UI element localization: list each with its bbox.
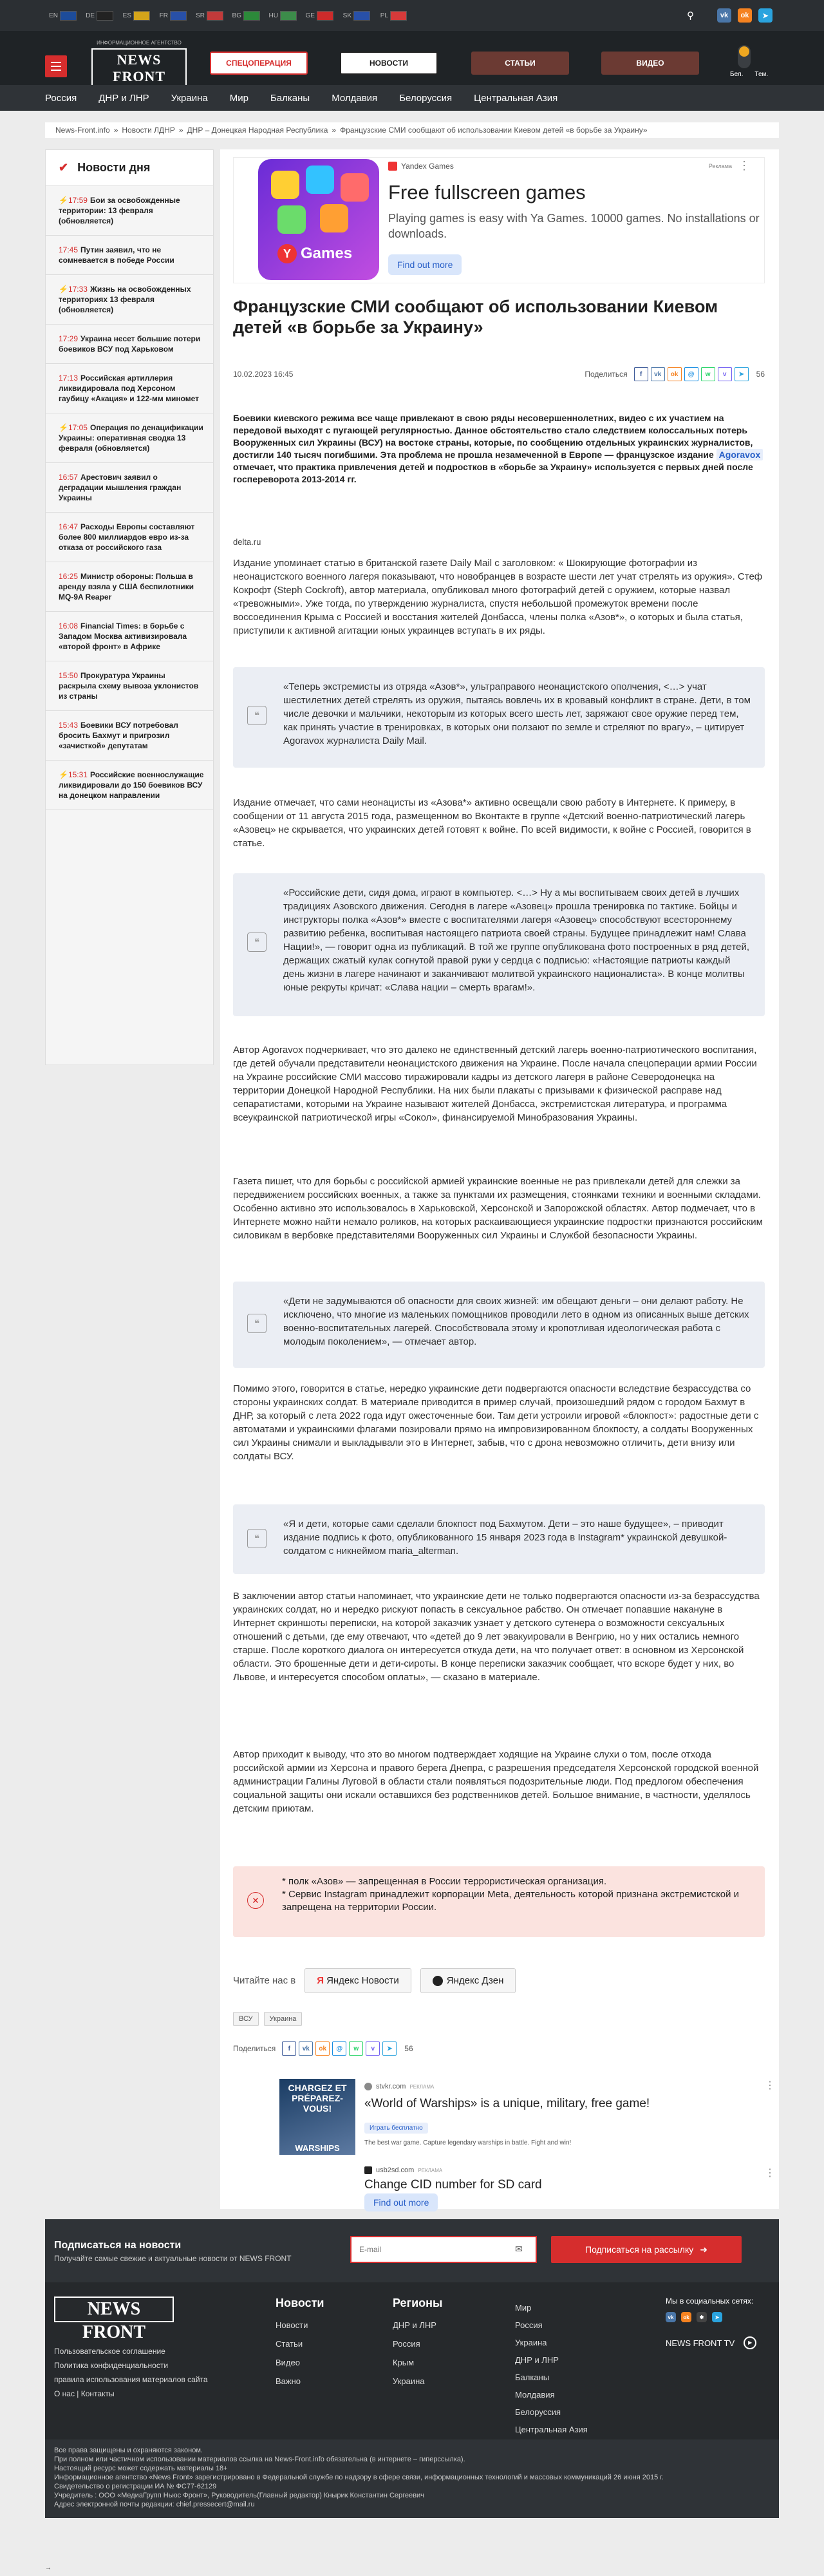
- breadcrumb: [45, 122, 779, 138]
- ad-source: [388, 162, 454, 171]
- sidebar-news-item[interactable]: [46, 236, 213, 275]
- language-fr[interactable]: [155, 11, 187, 21]
- tags: [233, 2012, 765, 2026]
- quote-icon: ❝: [247, 706, 267, 725]
- warning-icon: ✕: [247, 1892, 264, 1909]
- share-count: 56: [756, 370, 765, 379]
- read-us-label: Читайте нас в: [233, 1975, 296, 1986]
- theme-labels: [730, 71, 768, 78]
- ad-tile: [271, 171, 299, 199]
- ad-sd-card[interactable]: [279, 2166, 775, 2205]
- yandex-y-icon: Я: [317, 1975, 324, 1986]
- ad-tile: [306, 166, 334, 194]
- flag-icon: [353, 11, 370, 21]
- footer: [45, 2282, 779, 2439]
- sidebar-news-item[interactable]: [46, 761, 213, 810]
- footer-regions-col: [393, 2297, 442, 2395]
- news-time: 17:29: [59, 334, 79, 343]
- news-time: 16:57: [59, 473, 79, 482]
- language-pl[interactable]: [375, 11, 407, 21]
- ad-menu-icon[interactable]: ⋮: [765, 2080, 775, 2091]
- whatsapp-icon[interactable]: w: [349, 2041, 363, 2056]
- telegram-icon[interactable]: ➤: [382, 2041, 397, 2056]
- footer-link[interactable]: Пользовательское соглашение: [54, 2347, 165, 2356]
- ad-find-out-more-button[interactable]: Find out more: [388, 254, 462, 275]
- vk-icon[interactable]: vk: [651, 367, 665, 381]
- nav-item[interactable]: Центральная Азия: [474, 92, 558, 104]
- footer-more-link[interactable]: ДНР и ЛНР: [515, 2355, 559, 2365]
- article-meta: [233, 367, 765, 381]
- ad-menu-icon[interactable]: ⋮: [738, 159, 750, 172]
- news-time: 17:45: [59, 245, 79, 254]
- paragraph: Издание отмечает, что сами неонацисты из «Азова*» активно освещали свою работу в Интернете. К примеру, в сообщении от 11 августа 2015 года, размещенном во Вконтакте в группе «Детский военно-патриотический лагерь «Азовец» не скрывается, что украинских детей готовят к войне. По всей видимости, к войне с Россией, говорится в статье.: [233, 797, 751, 849]
- footer-news-link[interactable]: Статьи: [276, 2339, 303, 2349]
- language-en[interactable]: [45, 11, 77, 21]
- article-title: Французские СМИ сообщают об использовании Киевом детей «в борьбе за Украину»: [233, 297, 718, 337]
- legal-line: Адрес электронной почты редакции: chief.pressecert@mail.ru: [54, 2501, 255, 2508]
- sidebar-news-item[interactable]: [46, 612, 213, 661]
- language-list: [45, 11, 412, 21]
- vk-icon[interactable]: vk: [666, 2312, 676, 2322]
- flag-icon: [133, 11, 150, 21]
- tag[interactable]: Украина: [264, 2012, 303, 2026]
- legal-line: Учредитель : ООО «МедиаГрупп Ньюс Фронт», Руководитель(Главный редактор) Кнырик Константин Сергеевич: [54, 2492, 424, 2499]
- nav-item[interactable]: Белоруссия: [399, 92, 453, 104]
- mail-icon[interactable]: @: [684, 367, 698, 381]
- quote-block: [233, 1504, 765, 1574]
- quote-icon: ❝: [247, 1529, 267, 1548]
- special-operation-button[interactable]: СПЕЦОПЕРАЦИЯ: [210, 52, 308, 75]
- news-time: 17:05: [68, 423, 88, 432]
- sidebar-news-item[interactable]: [46, 413, 213, 463]
- subscribe-title: Подписаться на новости: [54, 2240, 182, 2251]
- social-title: Мы в социальных сетях:: [666, 2297, 754, 2306]
- image-source: delta.ru: [233, 537, 261, 547]
- ad-source: [364, 2083, 434, 2090]
- ad-badge[interactable]: Играть бесплатно: [364, 2123, 428, 2134]
- language-code: GE: [305, 12, 315, 19]
- zen-icon: [433, 1976, 443, 1986]
- footer-more-link[interactable]: Молдавия: [515, 2390, 555, 2400]
- sidebar-news-item[interactable]: [46, 463, 213, 513]
- footer-news-link[interactable]: Видео: [276, 2358, 300, 2367]
- footer-news-title: Новости: [276, 2297, 324, 2309]
- footer-regions-title: Регионы: [393, 2297, 443, 2309]
- footer-legal-links: [54, 2347, 208, 2403]
- vk-icon[interactable]: vk: [299, 2041, 313, 2056]
- sidebar-news-item[interactable]: [46, 562, 213, 612]
- yandex-zen-button[interactable]: [420, 1968, 516, 1993]
- ad-yandex-games[interactable]: [233, 157, 765, 283]
- footer-news-link[interactable]: Важно: [276, 2376, 301, 2386]
- facebook-icon[interactable]: f: [634, 367, 648, 381]
- paragraph: Автор Agoravox подчеркивает, что это далеко не единственный детский лагерь военно-патриотического воспитания, где детей обучали представители неонацистского движения на Украине. После начала спецоперации армии России на Украине российские СМИ массово тиражировали кадры из детского лагеря в районе Северодонецка на территории Донецкой Народной Республики. На них были плакаты с призывами к физической расправе над сепаратистами, которыми на Украине называют жителей Донбасса, экстремистская литература, и программа всеукраинской патриотической игры «Сокол», финансируемой Минобразования Украины.: [233, 1045, 757, 1123]
- news-button[interactable]: НОВОСТИ: [340, 52, 438, 75]
- ad-image: [279, 2079, 355, 2155]
- lightning-icon: ⚡: [59, 285, 68, 294]
- news-headline: Операция по денацификации Украины: оперативная сводка 13 февраля (обновляется): [59, 423, 203, 453]
- language-code: EN: [49, 12, 58, 19]
- footer-logo-text: NEWS FRONT: [82, 2299, 145, 2342]
- footer-link[interactable]: Политика конфиденциальности: [54, 2361, 169, 2370]
- news-time: 17:13: [59, 374, 79, 383]
- share-count: 56: [404, 2044, 413, 2053]
- news-headline: Financial Times: в борьбе с Западом Москва активизировала «второй фронт» в Африке: [59, 621, 187, 651]
- menu-icon-bar: [51, 66, 61, 67]
- ad-source-label: stvkr.com: [376, 2083, 406, 2090]
- flag-icon: [280, 11, 297, 21]
- language-code: SR: [196, 12, 205, 19]
- read-us-row: [233, 1968, 516, 1993]
- news-time: 15:50: [59, 671, 79, 680]
- ad-kind: РЕКЛАМА: [418, 2167, 443, 2174]
- ok-icon[interactable]: ok: [681, 2312, 691, 2322]
- lead-text: Боевики киевского режима все чаще привлекают в свою ряды несовершеннолетних, видео с их участием на передовой выходят с пугающей регулярностью. Данное обстоятельство стало следствием колоссальных потерь Вооруженных сил Украины (ВСУ) на востоке страны, которые, по сообщению отдельных украинских журналистов, достигли 140 тысяч погибшими. Эта проблема не прошла незамеченной в Европе — французское издание: [233, 413, 753, 460]
- share-label: Поделиться: [585, 370, 628, 379]
- ad-image: [258, 159, 379, 280]
- language-code: ES: [122, 12, 131, 19]
- nav-item[interactable]: Украина: [171, 92, 208, 104]
- footer-more-link[interactable]: Россия: [515, 2320, 543, 2330]
- share-bar: [233, 2041, 413, 2056]
- ad-title[interactable]: Free fullscreen games: [388, 181, 586, 204]
- news-front-tv-label: NEWS FRONT TV: [666, 2338, 735, 2348]
- ad-source-label: Yandex Games: [401, 162, 454, 171]
- news-headline: Российская артиллерия ликвидировала под Херсоном гаубицу «Акация» и 122-мм миномет: [59, 374, 200, 403]
- quote-text: «Теперь экстремисты из отряда «Азов*», ультраправого неонацистского ополчения, <…> учат шестилетних детей стрелять из оружия, пытаясь вовлечь их в кровавый конфликт в стране. Дети, в том числе девочки и мальчики, некоторым из которых всего шесть лет, заряжают свое оружие перед тем, как принять участие в тренировках, в которых они ползают по земле и стреляют по врагу», – цитирует Agoravox журналиста Daily Mail.: [283, 681, 751, 746]
- footer-link[interactable]: правила использования материалов сайта: [54, 2375, 208, 2384]
- nav-item[interactable]: Мир: [229, 92, 248, 104]
- language-code: FR: [159, 12, 168, 19]
- paragraph: Автор приходит к выводу, что это во многом подтверждает ходящие на Украине слухи о том, после отхода российской армии из Херсона и правого берега Днепра, с разрешения председателя Херсонской городской военной администрации Галины Луговой в области стали появляться подозрительные люди. Под предлогом обеспечения социальной защиты они искали оставшихся без родственников детей. Большое внимание, в частности, уделялось детским приютам.: [233, 1749, 759, 1814]
- language-ge[interactable]: [302, 11, 333, 21]
- menu-icon-bar: [51, 62, 61, 63]
- ad-find-out-more-button[interactable]: Find out more: [364, 2193, 438, 2211]
- news-headline: Арестович заявил о деградации мышления граждан Украины: [59, 473, 182, 502]
- arrow-right-icon: ➜: [700, 2244, 707, 2255]
- language-code: SK: [342, 12, 351, 19]
- paragraph: Помимо этого, говорится в статье, нередко украинские дети подвергаются опасности вследствие безрассудства со стороны украинских солдат. В материале приводится в пример случай, произошедший рядом с городом Бахмут в ДНР, за который с лета 2022 года идут ожесточенные бои. Там дети устроили игровой «блокпост»: радостные дети с автоматами и украинскими флагами позировали прямо на импровизированном блокпосту, а солдаты Вооруженных сил Украины снимали и выкладывали это в Интернет, забыв, что с дрона невозможно отличить, дети внизу или солдаты ВСУ.: [233, 1383, 759, 1462]
- viber-icon[interactable]: v: [718, 367, 732, 381]
- paragraph: Газета пишет, что для борьбы с российской армией украинские военные не раз привлекали детей для слежки за передвижением российских военных, а также за пунктами их размещения, стоянками техники и военными складами. Особенно активно это использовалось в Харьковской, Херсонской и Запорожской областях. Автор подмечает, что в Интернете можно найти немало роликов, на которых раскаивающиеся украинские подростки признаются российским силовикам в вербовке представителями Вооруженных сил Украины и Службой безопасности Украины.: [233, 1176, 763, 1241]
- agoravox-link[interactable]: Agoravox: [716, 449, 763, 460]
- email-input[interactable]: [350, 2236, 537, 2263]
- news-time: 16:47: [59, 522, 79, 531]
- viber-icon[interactable]: v: [366, 2041, 380, 2056]
- site-logo[interactable]: [91, 40, 187, 84]
- article-lead: [233, 412, 765, 486]
- menu-button[interactable]: [45, 55, 67, 77]
- quote-icon: ❝: [247, 933, 267, 952]
- news-time: 16:08: [59, 621, 79, 630]
- language-hu[interactable]: [265, 11, 297, 21]
- mail-icon[interactable]: @: [332, 2041, 346, 2056]
- language-de[interactable]: [82, 11, 113, 21]
- sidebar-list: [46, 186, 213, 810]
- lightning-icon: ⚡: [59, 770, 68, 779]
- flag-icon: [170, 11, 187, 21]
- flag-icon: [97, 11, 113, 21]
- lightning-icon: ⚡: [59, 423, 68, 432]
- quote-text: «Я и дети, которые сами сделали блокпост под Бахмутом. Дети – это наше будущее», – приводит издание подпись к фото, опубликованного 15 января 2023 года в Instagram* украинской девушкой-солдатом с никнеймом maria_alterman.: [283, 1519, 727, 1557]
- footer-link[interactable]: О нас | Контакты: [54, 2389, 115, 2398]
- news-headline: Жизнь на освобожденных территориях 13 февраля (обновляется): [59, 285, 191, 314]
- sidebar-news-item[interactable]: [46, 186, 213, 236]
- footer-more-link[interactable]: Мир: [515, 2303, 532, 2313]
- footer-logo[interactable]: [54, 2297, 174, 2342]
- news-time: 17:59: [68, 196, 88, 205]
- sidebar-news-item[interactable]: [46, 325, 213, 364]
- telegram-icon[interactable]: ➤: [735, 367, 749, 381]
- zen-icon[interactable]: ✽: [697, 2312, 707, 2322]
- ad-tile: [277, 205, 306, 234]
- legal-line: Все права защищены и охраняются законом.: [54, 2447, 203, 2454]
- quote-icon: ❝: [247, 1314, 267, 1333]
- share-row-bottom: [233, 2041, 426, 2056]
- menu-icon-bar: [51, 70, 61, 71]
- ad-kind: Реклама: [708, 163, 732, 169]
- breadcrumb-item[interactable]: Французские СМИ сообщают об использовании Киевом детей «в борьбе за Украину»: [340, 126, 648, 135]
- language-es[interactable]: [118, 11, 150, 21]
- ad-title[interactable]: «World of Warships» is a unique, military, free game!: [364, 2097, 650, 2110]
- breadcrumb-item[interactable]: ДНР – Донецкая Народная Республика: [187, 126, 328, 135]
- ad-source: [364, 2166, 442, 2174]
- facebook-icon[interactable]: f: [282, 2041, 296, 2056]
- ad-kind: РЕКЛАМА: [409, 2083, 435, 2090]
- flag-icon: [207, 11, 223, 21]
- news-headline: Российские военнослужащие ликвидировали до 150 боевиков ВСУ на донецком направлении: [59, 770, 204, 800]
- tag[interactable]: ВСУ: [233, 2012, 259, 2026]
- yandex-y-icon: Y: [277, 244, 297, 263]
- paragraph: В заключении автор статьи напоминает, что украинские дети не только подвергаются опасности из-за безрассудства украинских солдат, но и нередко рискуют попасть в сексуальное рабство. Он отмечает попавшие накануне в Интернет скриншоты переписки, на которой заказчик узнает у детского сутенера о возможности сексуальных отношений с детьми, где ему отвечают, что «детей до 9 лет эвакуировали в Венгрию, но у них остались немного старше. После короткого диалога он интересуется откуда дети, на что получает ответ: в основном из Херсонской области. Это брошенные дети и дети-сироты. В конце переписки заказчик сообщает, что вскоре будет у них, во Львове, и интересуется способом оплаты», — сказано в материале.: [233, 1591, 760, 1683]
- legal-line: При полном или частичном использовании материалов ссылка на News-Front.info обязательна (в интернете – гиперссылка).: [54, 2456, 465, 2463]
- social-icons: [666, 2312, 756, 2322]
- language-code: BG: [232, 12, 241, 19]
- logo-name: NEWS FRONT: [91, 48, 187, 88]
- language-code: HU: [268, 12, 278, 19]
- footer-region-link[interactable]: Украина: [393, 2376, 425, 2386]
- news-headline: Прокуратура Украины раскрыла схему вывоза уклонистов из страны: [59, 671, 199, 701]
- page-end-marker: →: [45, 2564, 52, 2571]
- language-code: PL: [380, 12, 388, 19]
- footer-news-list: [276, 2320, 324, 2386]
- theme-knob: [739, 46, 749, 57]
- telegram-icon[interactable]: ➤: [758, 8, 772, 23]
- subscribe-button-label: Подписаться на рассылку: [585, 2244, 694, 2255]
- breadcrumb-item[interactable]: Новости ЛДНР: [122, 126, 175, 135]
- news-headline: Расходы Европы составляют более 800 миллиардов евро из-за отказа от российского газа: [59, 522, 195, 552]
- news-headline: Министр обороны: Польша в аренду взяла у США беспилотники MQ-9A Reaper: [59, 572, 194, 601]
- sidebar-header: [46, 150, 213, 186]
- breadcrumb-separator: »: [178, 126, 183, 135]
- subscribe-section: [45, 2219, 779, 2282]
- theme-toggle[interactable]: [738, 45, 751, 68]
- yandex-news-label: Яндекс Новости: [326, 1975, 399, 1986]
- breadcrumb-item[interactable]: News-Front.info: [55, 126, 110, 135]
- legal-line: Информационное агентство «News Front» зарегистрировано в Федеральной службе по надзору в сфере связи, информационных технологий и массовых коммуникаций 26 июня 2015 г.: [54, 2474, 664, 2481]
- ok-icon[interactable]: ok: [668, 367, 682, 381]
- footer-region-link[interactable]: Крым: [393, 2358, 415, 2367]
- sidebar-news-item[interactable]: [46, 513, 213, 562]
- quote-text: «Дети не задумываются об опасности для своих жизней: им обещают деньги – они делают работу. Не исключено, что многие из маленьких помощников проводили лето в одном из описанных выше детских военно-воспитательных лагерей. Способствовала этому и кропотливая идеологическая работа с молодым поколением», — отмечает автор.: [283, 1296, 749, 1347]
- subscribe-text: Получайте самые свежие и актуальные новости от NEWS FRONT: [54, 2254, 292, 2263]
- whatsapp-icon[interactable]: w: [701, 367, 715, 381]
- vk-icon[interactable]: vk: [717, 8, 731, 23]
- footer-legal: [45, 2439, 779, 2518]
- flag-icon: [390, 11, 407, 21]
- theme-switch[interactable]: [730, 45, 751, 68]
- ad-tile: [320, 204, 348, 232]
- legal-notice: [233, 1866, 765, 1937]
- yandex-news-button[interactable]: [304, 1968, 411, 1993]
- news-of-day-sidebar: [45, 149, 214, 1065]
- sidebar-title: Новости дня: [77, 161, 151, 174]
- news-headline: Украина несет большие потери боевиков ВСУ под Харьковом: [59, 334, 201, 354]
- ad-subtext: The best war game. Capture legendary warships in battle. Fight and win!: [364, 2139, 572, 2146]
- lead-text-end: отмечает, что практика привлечения детей и подростков в «борьбе за Украину» используется с первых дней после госпереворота 2013-2014 гг.: [233, 462, 753, 484]
- footer-social: [666, 2297, 756, 2349]
- yandex-zen-label: Яндекс Дзен: [446, 1975, 504, 1986]
- news-headline: Бои за освобожденные территории: 13 февраля (обновляется): [59, 196, 180, 225]
- logo-tagline: ИНФОРМАЦИОННОЕ АГЕНТСТВО: [97, 40, 182, 46]
- sidebar-news-item[interactable]: [46, 275, 213, 325]
- ok-icon[interactable]: ok: [738, 8, 752, 23]
- play-icon: ▶: [744, 2336, 756, 2349]
- quote-block: [233, 873, 765, 1016]
- ad-tile: [341, 173, 369, 202]
- legal-line: Настоящий ресурс может содержать материалы 18+: [54, 2465, 228, 2472]
- footer-news-link[interactable]: Новости: [276, 2320, 308, 2330]
- footer-more-link[interactable]: Балканы: [515, 2372, 550, 2382]
- footer-regions-list: [393, 2320, 442, 2386]
- ad-menu-icon[interactable]: ⋮: [765, 2168, 775, 2179]
- footer-more-link[interactable]: Белоруссия: [515, 2407, 561, 2417]
- ad-source-icon: [364, 2083, 372, 2090]
- main-nav: [0, 85, 824, 111]
- sidebar-news-item[interactable]: [46, 661, 213, 711]
- top-right-icons: [687, 8, 772, 23]
- footer-more-link[interactable]: Центральная Азия: [515, 2425, 588, 2434]
- news-time: 17:33: [68, 285, 88, 294]
- nav-item[interactable]: Россия: [45, 92, 77, 104]
- theme-dark-label[interactable]: Тем.: [754, 71, 769, 78]
- share-bar: [585, 367, 765, 381]
- quote-block: [233, 667, 765, 768]
- language-bar: [0, 0, 824, 31]
- news-time: 16:25: [59, 572, 79, 581]
- video-button[interactable]: ВИДЕО: [601, 52, 699, 75]
- ad-image-text: CHARGEZ ET PRÉPAREZ-VOUS!: [288, 2083, 347, 2114]
- ad-image-logo: WARSHIPS: [295, 2143, 340, 2153]
- flag-icon: [60, 11, 77, 21]
- footer-region-link[interactable]: ДНР и ЛНР: [393, 2320, 436, 2330]
- ad-title[interactable]: Change CID number for SD card: [364, 2178, 542, 2192]
- quote-text: «Российские дети, сидя дома, играют в компьютер. <…> Ну а мы воспитываем своих детей в лучших традициях Азовского движения. Сегодня в лагере «Азовец» прошла тренировка по тактике. Бойцы и инструкторы полка «Азов*» вместе с воспитателями лагеря «Азовец» способствуют всестороннему развитию ребенка, воспитывая настоящего патриота своей страны. Будущее принадлежит нам! Слава Нации!», — говорит одна из публикаций. В той же группе опубликована фото построенных в ряд детей, держащих сжатый кулак согнутой правой руки у сердца с подписью: «Настоящие патриоты каждый день жизни в лагере начинают и заканчивают молитвой украинского националиста». В конце молитвы юные рекруты кричат: «Слава нации – смерть врагам!».: [283, 887, 750, 993]
- flag-icon: [317, 11, 333, 21]
- notice-line: * Сервис Instagram принадлежит корпорации Meta, деятельность которой признана экстремистской и запрещена на территории России.: [282, 1889, 740, 1913]
- search-icon[interactable]: ⚲: [687, 10, 694, 21]
- yandex-games-logo: [277, 244, 352, 263]
- nav-item[interactable]: Молдавия: [332, 92, 378, 104]
- article-date: 10.02.2023 16:45: [233, 370, 294, 379]
- ad-source-icon: [364, 2166, 372, 2174]
- paragraph: Издание упоминает статью в британской газете Daily Mail с заголовком: « Шокирующие фотографии из неонацистского военного лагеря показывают, что новобранцев в возрасте шести лет учат стрелять из оружия». Стеф Кокрофт (Steph Cockroft), автор материала, опубликовал много фотографий детей с оружием, которые назвал «тревожными». Уже тогда, по утверждению журналиста, спустя небольшой промежуток времени после воссоединения Крыма с Россией и восстания жителей Донбасса, члены полка «Азов*», о которых и была статья, приступили к активной агитации юных украинцев вступать в их ряды.: [233, 558, 763, 636]
- ok-icon[interactable]: ok: [315, 2041, 330, 2056]
- sidebar-news-item[interactable]: [46, 364, 213, 413]
- news-time: 15:31: [68, 770, 88, 779]
- nav-item[interactable]: ДНР и ЛНР: [98, 92, 149, 104]
- articles-button[interactable]: СТАТЬИ: [471, 52, 569, 75]
- sidebar-news-item[interactable]: [46, 711, 213, 761]
- breadcrumb-separator: »: [113, 126, 118, 135]
- flag-icon: [243, 11, 260, 21]
- nav-item[interactable]: Балканы: [270, 92, 310, 104]
- telegram-icon[interactable]: ➤: [712, 2312, 722, 2322]
- news-front-tv-link[interactable]: [666, 2336, 756, 2349]
- quote-block: [233, 1282, 765, 1368]
- yandex-games-brand: Games: [301, 245, 353, 262]
- footer-more-col: [515, 2303, 588, 2442]
- news-headline: Путин заявил, что не сомневается в победе России: [59, 245, 174, 265]
- language-sk[interactable]: [339, 11, 370, 21]
- footer-news-col: [276, 2297, 324, 2395]
- notice-line: * полк «Азов» — запрещенная в России террористическая организация.: [282, 1876, 607, 1887]
- breadcrumb-separator: »: [332, 126, 337, 135]
- legal-line: Свидетельство о регистрации ИА № ФС77-62129: [54, 2483, 217, 2490]
- language-code: DE: [86, 12, 95, 19]
- yandex-icon: [388, 162, 397, 171]
- ad-source-label: usb2sd.com: [376, 2166, 415, 2174]
- ad-world-of-warships[interactable]: [279, 2079, 775, 2156]
- news-headline: Боевики ВСУ потребовал бросить Бахмут и пригрозил «зачисткой» депутатам: [59, 721, 178, 750]
- footer-more-link[interactable]: Украина: [515, 2338, 547, 2347]
- ad-text: Playing games is easy with Ya Games. 10000 games. No installations or downloads.: [388, 212, 760, 240]
- footer-region-link[interactable]: Россия: [393, 2339, 420, 2349]
- share-label: Поделиться: [233, 2044, 276, 2053]
- news-time: 15:43: [59, 721, 79, 730]
- mail-icon: ✉: [515, 2244, 523, 2254]
- language-bg[interactable]: [229, 11, 260, 21]
- checkmark-icon: ✔: [59, 161, 69, 174]
- subscribe-button[interactable]: [551, 2236, 742, 2263]
- lightning-icon: ⚡: [59, 196, 68, 205]
- language-sr[interactable]: [192, 11, 223, 21]
- theme-light-label[interactable]: Бел.: [730, 71, 744, 78]
